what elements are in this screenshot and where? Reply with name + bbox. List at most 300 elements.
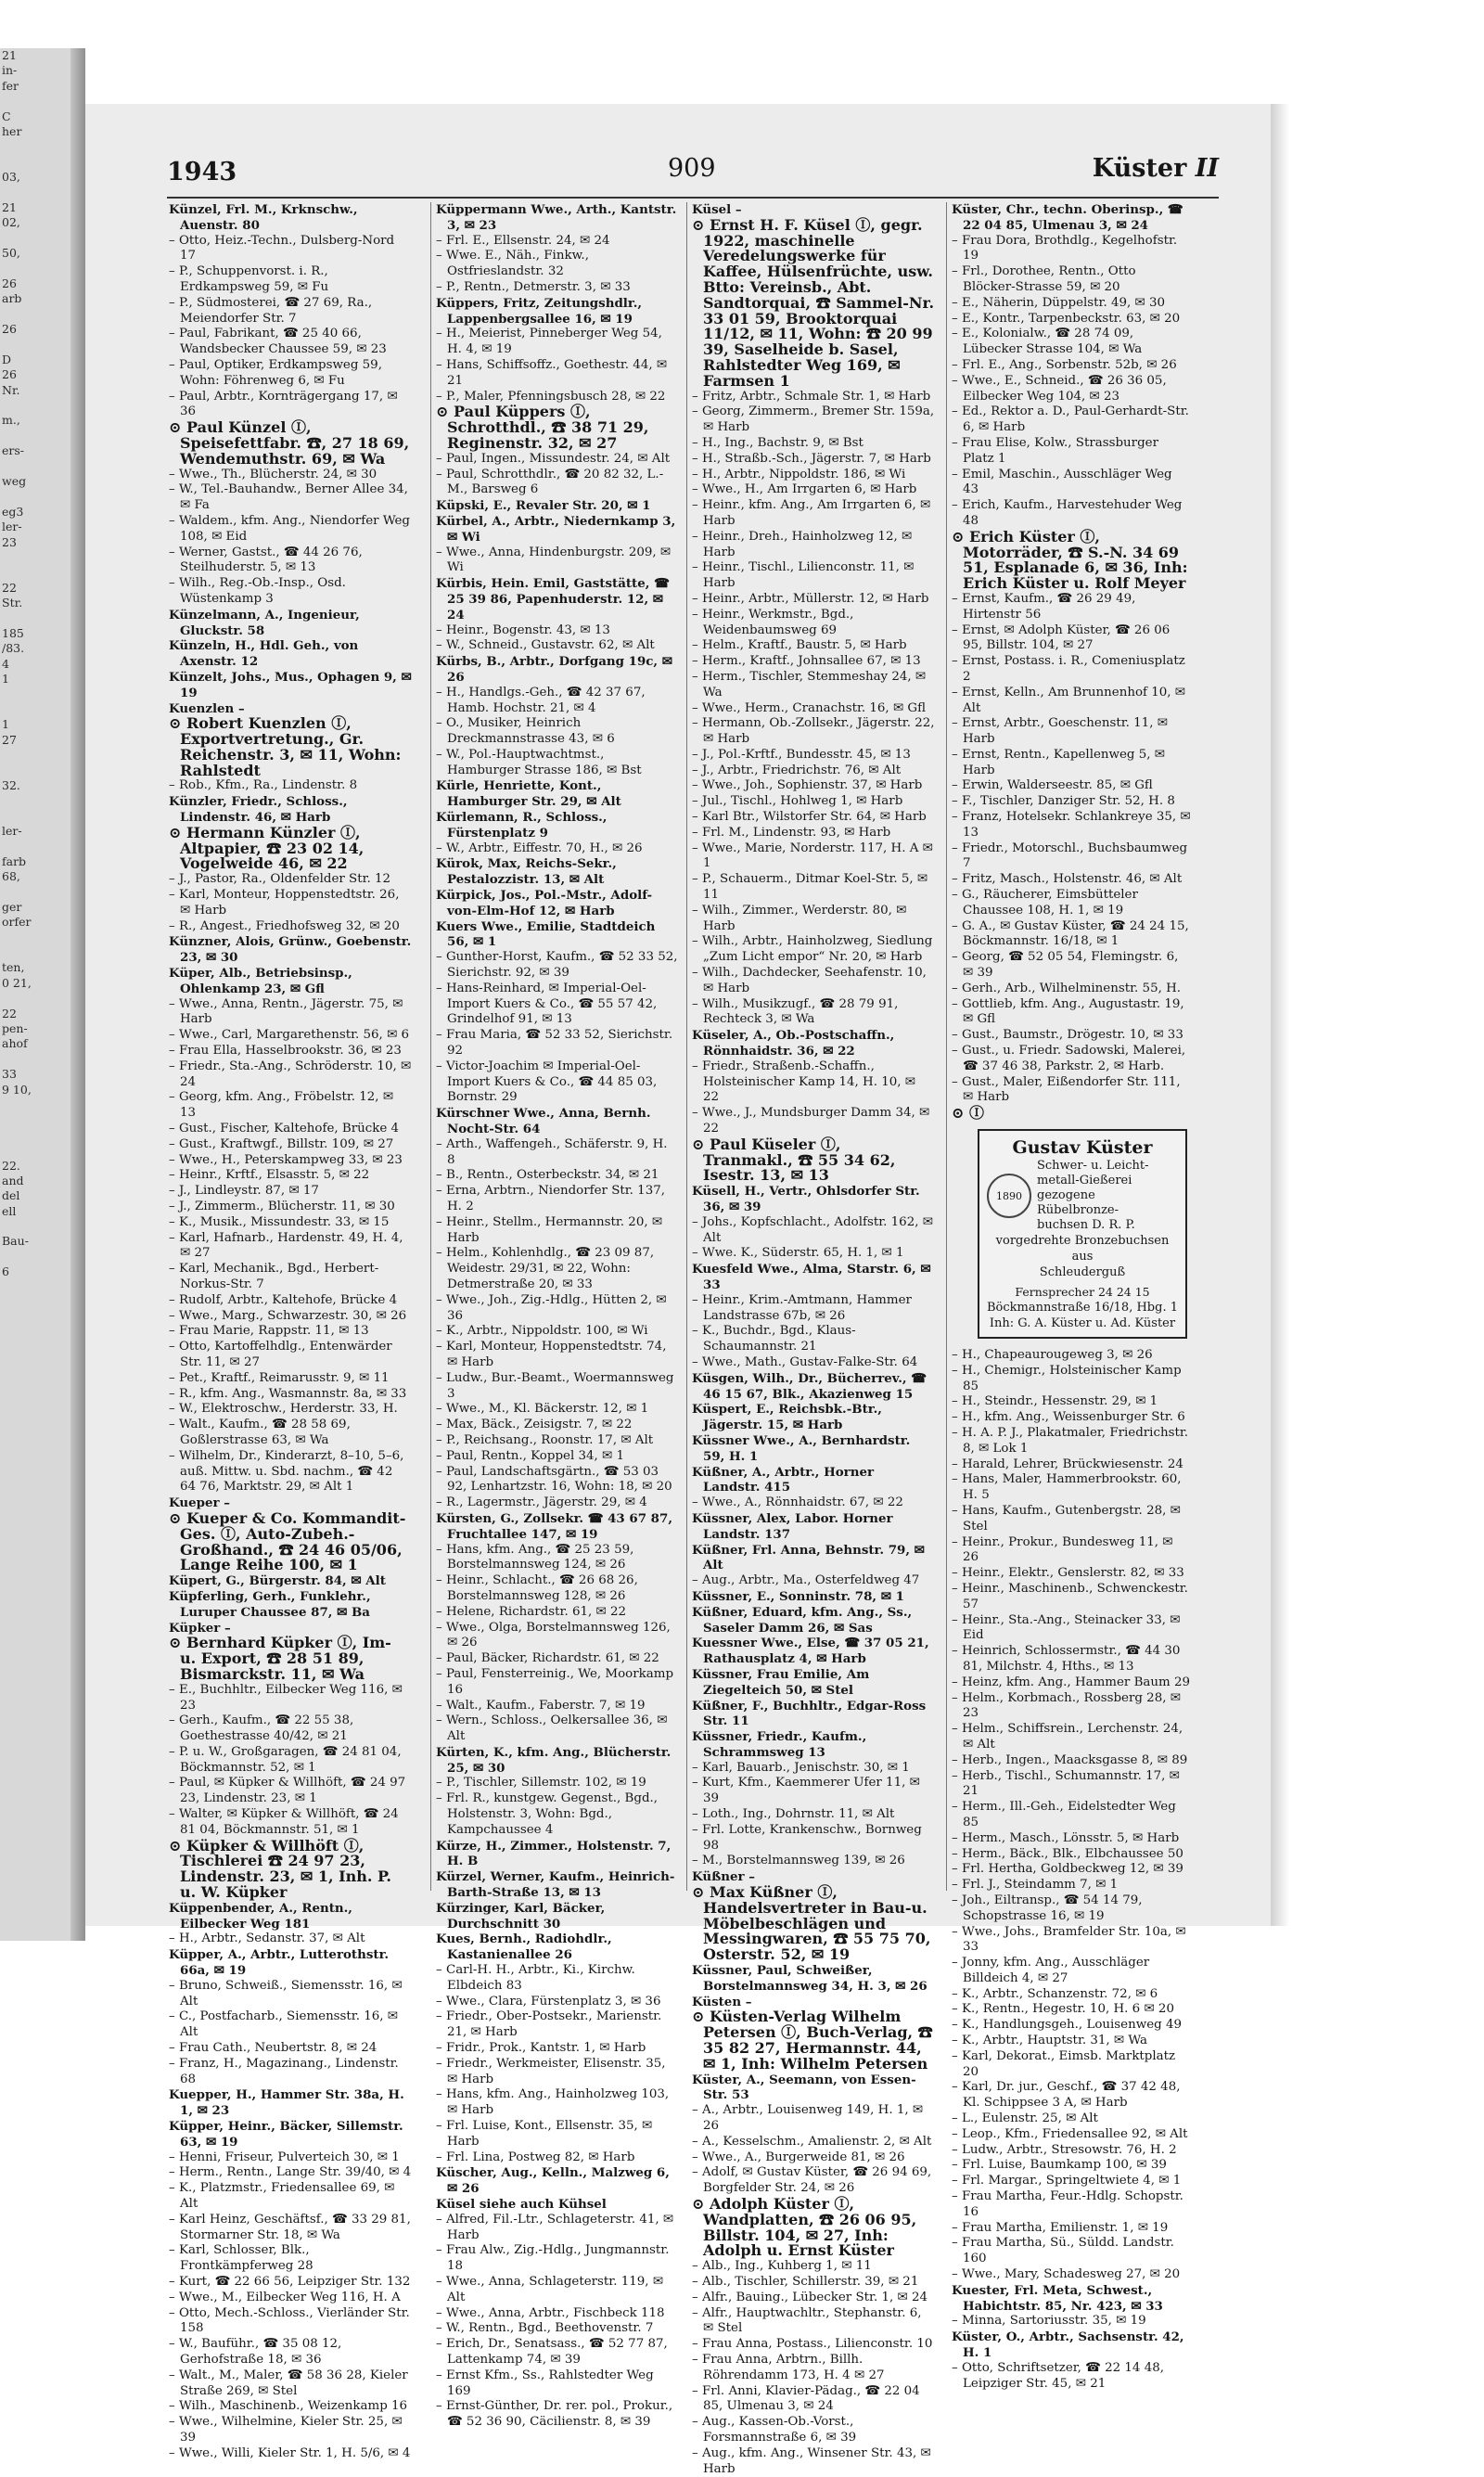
directory-entry: Küsel siehe auch Kühsel <box>436 2197 607 2212</box>
directory-entry: – Gerh., Arb., Wilhelminenstr. 55, H. <box>952 981 1182 995</box>
directory-entry: – Ernst, Kaufm., ☎ 26 29 49, Hirtenstr 56 <box>952 591 1136 622</box>
directory-entry: Kürschner Wwe., Anna, Bernh. Nocht-Str. 64 <box>436 1106 651 1137</box>
directory-column-3 <box>692 202 935 2476</box>
running-head-name: Küster <box>1092 154 1187 183</box>
directory-entry: – Erna, Arbtrn., Niendorfer Str. 137, H. 2 <box>436 1184 666 1213</box>
directory-entry: – Gust., Kraftwgf., Billstr. 109, ✉ 27 <box>169 1136 394 1151</box>
directory-entry: – Wwe., Math., Gustav-Falke-Str. 64 <box>692 1354 918 1369</box>
directory-entry: – Frl. E., Ang., Sorbenstr. 52b, ✉ 26 <box>952 357 1177 372</box>
directory-entry: – Hermann, Ob.-Zollsekr., Jägerstr. 22, ✉ Harb <box>692 716 935 747</box>
directory-entry: – Wwe., Carl, Margarethenstr. 56, ✉ 6 <box>169 1028 410 1043</box>
directory-entry: – Walt., M., Maler, ☎ 58 36 28, Kieler Straße 269, ✉ Stel <box>169 2368 408 2398</box>
directory-entry: Küpferling, Gerh., Funklehr., Luruper Chaussee 87, ✉ Ba <box>169 1588 371 1620</box>
previous-page-fragment: ahof <box>2 1036 28 1051</box>
directory-entry: Kueper – <box>169 1495 230 1511</box>
directory-entry: – R., kfm. Ang., Wasmannstr. 8a, ✉ 33 <box>169 1386 407 1401</box>
directory-entry: – Wilh., Arbtr., Hainholzweg, Siedlung „Zum Licht empor“ Nr. 20, ✉ Harb <box>692 934 933 965</box>
directory-entry: – Helm., Kraftf., Baustr. 5, ✉ Harb <box>692 638 907 653</box>
directory-entry: – Frau Anna, Postass., Lilienconstr. 10 <box>692 2337 933 2352</box>
directory-entry: Küppers, Fritz, Zeitungshdlr., Lappenbergsallee 16, ✉ 19 <box>436 295 643 327</box>
directory-entry: ⊙ Hermann Künzler Ⓘ, Altpapier, ☎ 23 02 14, Vogelweide 46, ✉ 22 <box>169 823 365 873</box>
directory-entry: Künzner, Alois, Grünw., Goebenstr. 23, ✉ 30 <box>169 934 412 966</box>
previous-page-fragment: 9 10, <box>2 1082 32 1097</box>
directory-entry: – Frau Martha, Emilienstr. 1, ✉ 19 <box>952 2220 1169 2235</box>
directory-entry: – Helm., Schiffsrein., Lerchenstr. 24, ✉ Alt <box>952 1722 1183 1752</box>
directory-entry: Küster, A., Seemann, von Essen-Str. 53 <box>692 2072 916 2103</box>
directory-entry: – Gottlieb, kfm. Ang., Augustastr. 19, ✉ Gfl <box>952 996 1184 1027</box>
previous-page-fragment: 21 <box>2 48 17 62</box>
directory-entry: – W., Arbtr., Eiffestr. 70, H., ✉ 26 <box>436 841 643 855</box>
directory-entry: – H., Handlgs.-Geh., ☎ 42 37 67, Hamb. Hochstr. 21, ✉ 4 <box>436 685 646 715</box>
directory-entry: – H., Steindr., Hessenstr. 29, ✉ 1 <box>952 1394 1158 1409</box>
directory-entry: Kürlemann, R., Schloss., Fürstenplatz 9 <box>436 810 608 841</box>
directory-entry: – Karl, Hafnarb., Hardenstr. 49, H. 4, ✉ 27 <box>169 1230 403 1261</box>
directory-entry: – J., Arbtr., Friedrichstr. 76, ✉ Alt <box>692 763 902 777</box>
directory-entry: – Frau Cath., Neubertstr. 8, ✉ 24 <box>169 2041 377 2056</box>
directory-column-2 <box>436 202 679 2430</box>
directory-entry: – Gust., u. Friedr. Sadowski, Malerei, ☎ 37 46 38, Parkstr. 2, ✉ Harb. <box>952 1044 1186 1073</box>
directory-entry: – Helm., Kohlenhdlg., ☎ 23 09 87, Weidestr. 29/31, ✉ 22, Wohn: Detmerstraße 20, ✉ 33 <box>436 1246 655 1291</box>
running-head <box>1093 154 1219 183</box>
directory-entry: – Wwe., Olga, Borstelmannsweg 126, ✉ 26 <box>436 1620 671 1650</box>
directory-entry: ⊙ Ernst H. F. Küsel Ⓘ, gegr. 1922, maschinelle Veredelungswerke für Kaffee, Hülsenfrüchte, usw. Btto: Vereinsb., Abt. Sandtorquai, ☎ Sammel-Nr. 33 01 59, Brooktorquai 11/12, ✉ 11, Wohn: ☎ 20 99 39, Saselheide b. Sasel, Rahlstedter Weg 169, ✉ Farmsen 1 <box>692 215 935 390</box>
directory-entry: ⊙ Erich Küster Ⓘ, Motorräder, ☎ S.-N. 34 69 51, Esplanade 6, ✉ 36, Inh: Erich Küster u. Rolf Meyer <box>952 527 1188 593</box>
previous-page-fragment <box>0 2086 85 2100</box>
directory-entry: – Frau Martha, Sü., Süldd. Landstr. 160 <box>952 2236 1174 2266</box>
ad-title: Gustav Küster <box>1012 1137 1153 1159</box>
previous-page-fragment: 1 <box>2 672 9 687</box>
previous-page-fragment: pen- <box>2 1021 28 1035</box>
directory-entry: Kürzinger, Karl, Bäcker, Durchschnitt 30 <box>436 1900 606 1932</box>
previous-page-fragment <box>0 2071 85 2086</box>
directory-entry: – Paul, Fabrikant, ☎ 25 40 66, Wandsbecker Chaussee 59, ✉ 23 <box>169 327 387 357</box>
directory-entry: Kuepper, H., Hammer Str. 38a, H. 1, ✉ 23 <box>169 2087 404 2119</box>
directory-entry: – K., Buchdr., Bgd., Klaus-Schaumannstr. 21 <box>692 1324 856 1354</box>
directory-entry: – Wwe., E., Schneid., ☎ 26 36 05, Eilbecker Weg 104, ✉ 23 <box>952 373 1167 404</box>
directory-entry: ⊙ Paul Künzel Ⓘ, Speisefettfabr. ☎, 27 18 69, Wendemuthstr. 69, ✉ Wa <box>169 418 410 468</box>
directory-entry: – Frau Maria, ☎ 52 33 52, Sierichstr. 92 <box>436 1028 673 1059</box>
directory-entry: – W., Rentn., Bgd., Beethovenstr. 7 <box>436 2321 654 2336</box>
directory-entry: – Waldem., kfm. Ang., Niendorfer Weg 108, ✉ Eid <box>169 513 410 544</box>
directory-entry: – Wwe. K., Süderstr. 65, H. 1, ✉ 1 <box>692 1246 904 1261</box>
previous-page-fragment: Str. <box>2 596 23 610</box>
directory-entry: – Frl. Luise, Baumkamp 100, ✉ 39 <box>952 2158 1167 2173</box>
directory-entry: Küscher, Aug., Kelln., Malzweg 6, ✉ 26 <box>436 2165 670 2197</box>
directory-entry: – Frau Ella, Hasselbrookstr. 36, ✉ 23 <box>169 1044 402 1059</box>
directory-entry: Küspert, E., Reichsbk.-Btr., Jägerstr. 15, ✉ Harb <box>692 1402 882 1433</box>
directory-entry: – Erwin, Walderseestr. 85, ✉ Gfl <box>952 778 1153 793</box>
directory-entry: – Heinr., Prokur., Bundesweg 11, ✉ 26 <box>952 1534 1173 1565</box>
directory-entry: – Heinrich, Schlossermstr., ☎ 44 30 81, Milchstr. 4, Hths., ✉ 13 <box>952 1644 1181 1674</box>
previous-page-fragment: and <box>2 1173 24 1187</box>
previous-page-fragment: ler- <box>2 520 22 534</box>
directory-entry: – Wwe., Mary, Schadesweg 27, ✉ 20 <box>952 2267 1181 2282</box>
directory-entry: – A., Kesselschm., Amalienstr. 2, ✉ Alt <box>692 2134 932 2149</box>
directory-entry: – Frl. M., Lindenstr. 93, ✉ Harb <box>692 825 891 840</box>
previous-page-fragment: Bau- <box>2 1234 29 1249</box>
directory-entry: – W., Schneid., Gustavstr. 62, ✉ Alt <box>436 638 655 653</box>
directory-entry: – Ernst, Arbtr., Goeschenstr. 11, ✉ Harb <box>952 716 1168 747</box>
directory-entry: – R., Lagermstr., Jägerstr. 29, ✉ 4 <box>436 1495 647 1510</box>
directory-entry: – Heinr., Schlacht., ☎ 26 68 26, Borstelmannsweg 128, ✉ 26 <box>436 1573 638 1603</box>
directory-entry: – Georg, ☎ 52 05 54, Flemingstr. 6, ✉ 39 <box>952 950 1179 981</box>
previous-page-fragment: fer <box>2 78 19 93</box>
directory-entry: – Ludw., Bur.-Beamt., Woermannsweg 3 <box>436 1370 674 1401</box>
directory-entry: – Alfr., Hauptwachltr., Stephanstr. 6, ✉ Stel <box>692 2305 922 2336</box>
directory-entry: Kürle, Henriette, Kont., Hamburger Str. 29, ✉ Alt <box>436 778 621 810</box>
directory-entry: – P., Tischler, Sillemstr. 102, ✉ 19 <box>436 1776 646 1790</box>
directory-entry: – Wwe., Herm., Cranachstr. 16, ✉ Gfl <box>692 700 927 715</box>
directory-entry: – P., Schuppenvorst. i. R., Erdkampsweg 59, ✉ Fu <box>169 264 329 294</box>
directory-entry: – Ludw., Arbtr., Stresowstr. 76, H. 2 <box>952 2142 1177 2157</box>
directory-entry: – Ernst, Kelln., Am Brunnenhof 10, ✉ Alt <box>952 685 1186 715</box>
directory-entry: Küssner Wwe., A., Bernhardstr. 59, H. 1 <box>692 1432 911 1464</box>
ad-text <box>1037 1159 1178 1233</box>
directory-entry: – Herb., Ingen., Maacksgasse 8, ✉ 89 <box>952 1752 1188 1767</box>
directory-entry: – P., Rentn., Detmerstr. 3, ✉ 33 <box>436 279 631 294</box>
directory-entry: – H., Arbtr., Nippoldstr. 186, ✉ Wi <box>692 467 906 481</box>
directory-entry: – Frl. J., Steindamm 7, ✉ 1 <box>952 1878 1119 1893</box>
directory-entry: Künzel, Frl. M., Krknschw., Auenstr. 80 <box>169 202 358 233</box>
directory-entry: – O., Musiker, Heinrich Dreckmannstrasse 43, ✉ 6 <box>436 716 615 747</box>
directory-entry: Künzelmann, A., Ingenieur, Gluckstr. 58 <box>169 607 360 638</box>
directory-entry: – H., Meierist, Pinneberger Weg 54, H. 4, ✉ 19 <box>436 327 662 357</box>
directory-column-4 <box>952 202 1191 2391</box>
directory-entry: – Heinr., Werkmstr., Bgd., Weidenbaumsweg 69 <box>692 607 854 637</box>
ad-owner: Inh: G. A. Küster u. Ad. Küster <box>989 1316 1176 1331</box>
directory-entry: – Wilh., Dachdecker, Seehafenstr. 10, ✉ Harb <box>692 966 927 995</box>
directory-entry: – Harald, Lehrer, Brückwiesenstr. 24 <box>952 1457 1183 1471</box>
previous-page-fragment <box>0 2040 85 2055</box>
directory-entry: – G. A., ✉ Gustav Küster, ☎ 24 24 15, Böckmannstr. 16/18, ✉ 1 <box>952 918 1189 949</box>
directory-entry: Kürzel, Werner, Kaufm., Heinrich-Barth-Straße 13, ✉ 13 <box>436 1869 675 1901</box>
directory-entry: – Aug., Kassen-Ob.-Vorst., Forsmannstraße 6, ✉ 39 <box>692 2415 857 2445</box>
directory-entry: – Max, Bäck., Zeisigstr. 7, ✉ 22 <box>436 1418 633 1432</box>
directory-entry: – Jul., Tischl., Hohlweg 1, ✉ Harb <box>692 794 903 809</box>
directory-entry: Kürten, K., kfm. Ang., Blücherstr. 25, ✉ 30 <box>436 1744 672 1776</box>
directory-entry: ⊙ Bernhard Küpker Ⓘ, Im- u. Export, ☎ 28 51 89, Bismarckstr. 11, ✉ Wa <box>169 1634 391 1683</box>
directory-entry: Kuers Wwe., Emilie, Stadtdeich 56, ✉ 1 <box>436 918 656 950</box>
directory-entry: – B., Rentn., Osterbeckstr. 34, ✉ 21 <box>436 1168 659 1183</box>
previous-page-fragment <box>0 2025 85 2040</box>
directory-entry: – Herm., Tischler, Stemmeshay 24, ✉ Wa <box>692 669 927 699</box>
directory-entry: – E., Kolonialw., ☎ 28 74 09, Lübecker Strasse 104, ✉ Wa <box>952 327 1143 357</box>
directory-entry: – H., Chapeaurougeweg 3, ✉ 26 <box>952 1348 1153 1363</box>
directory-entry: – Otto, Schriftsetzer, ☎ 22 14 48, Leipziger Str. 45, ✉ 21 <box>952 2360 1165 2391</box>
directory-entry: – Wilh., Zimmer., Werderstr. 80, ✉ Harb <box>692 903 907 933</box>
directory-entry: Küßner, Frl. Anna, Behnstr. 79, ✉ Alt <box>692 1542 925 1573</box>
previous-page-fragment: her <box>2 123 22 138</box>
directory-entry: – Paul, Rentn., Koppel 34, ✉ 1 <box>436 1448 625 1463</box>
directory-entry: – Frl. Hertha, Goldbeckweg 12, ✉ 39 <box>952 1862 1183 1877</box>
directory-entry: – Frau Elise, Kolw., Strassburger Platz 1 <box>952 435 1158 466</box>
directory-entry: Kürok, Max, Reichs-Sekr., Pestalozzistr. 13, ✉ Alt <box>436 856 617 888</box>
directory-entry: – Gerh., Kaufm., ☎ 22 55 38, Goethestrasse 40/42, ✉ 21 <box>169 1713 354 1744</box>
directory-entry: – Otto, Mech.-Schloss., Vierländer Str. 158 <box>169 2305 410 2336</box>
directory-entry: – J., Lindleystr. 87, ✉ 17 <box>169 1184 319 1199</box>
directory-entry: Küssner, Friedr., Kaufm., Schrammsweg 13 <box>692 1729 867 1760</box>
previous-page-fragment: C <box>2 109 11 123</box>
directory-entry: – Wwe., M., Eilbecker Weg 116, H. A <box>169 2290 401 2304</box>
header-year: 1943 <box>167 158 237 186</box>
directory-entry: – Paul, Optiker, Erdkampsweg 59, Wohn: Föhrenweg 6, ✉ Fu <box>169 357 382 388</box>
previous-page-fragment: D <box>2 352 12 366</box>
directory-entry: – Joh., Eiltransp., ☎ 54 14 79, Schopstrasse 16, ✉ 19 <box>952 1893 1143 1923</box>
directory-entry: – Heinr., Krim.-Amtmann, Hammer Landstrasse 67b, ✉ 26 <box>692 1292 912 1323</box>
directory-entry: – Ernst Kfm., Ss., Rahlstedter Weg 169 <box>436 2368 654 2398</box>
directory-entry: – Frl. Margar., Springeltwiete 4, ✉ 1 <box>952 2174 1182 2188</box>
directory-entry: – Gust., Maler, Eißendorfer Str. 111, ✉ Harb <box>952 1074 1181 1105</box>
directory-entry: – Wwe., Joh., Sophienstr. 37, ✉ Harb <box>692 778 923 793</box>
directory-entry: – Jonny, kfm. Ang., Ausschläger Billdeich 4, ✉ 27 <box>952 1956 1150 1985</box>
directory-entry: – Wilh., Reg.-Ob.-Insp., Osd. Wüstenkamp 3 <box>169 576 346 606</box>
directory-entry: – Fridr., Prok., Kantstr. 1, ✉ Harb <box>436 2041 646 2056</box>
previous-page-fragment <box>0 2009 85 2024</box>
directory-entry: Kuessner Wwe., Else, ☎ 37 05 21, Rathausplatz 4, ✉ Harb <box>692 1636 929 1667</box>
column-divider <box>946 202 947 1891</box>
previous-page-fragment: m., <box>2 413 20 428</box>
directory-entry: Küppenbender, A., Rentn., Eilbecker Weg 181 <box>169 1900 352 1932</box>
directory-entry: – Georg, kfm. Ang., Fröbelstr. 12, ✉ 13 <box>169 1090 394 1121</box>
directory-entry: – W., Elektroschw., Herderstr. 33, H. <box>169 1402 398 1417</box>
directory-entry: Kuenzlen – <box>169 700 245 716</box>
directory-entry: Küster, O., Arbtr., Sachsenstr. 42, H. 1 <box>952 2329 1184 2361</box>
directory-entry: – Ernst, Postass. i. R., Comeniusplatz 2 <box>952 654 1185 684</box>
directory-entry: – Ernst, Rentn., Kapellenweg 5, ✉ Harb <box>952 747 1165 777</box>
previous-page-fragment: 03, <box>2 170 20 185</box>
directory-entry: – Wwe., Th., Blücherstr. 24, ✉ 30 <box>169 467 377 481</box>
directory-entry: – Karl, Monteur, Hoppenstedtstr. 26, ✉ Harb <box>169 888 400 918</box>
directory-entry: – Heinr., Stellm., Hermannstr. 20, ✉ Harb <box>436 1214 663 1245</box>
directory-entry: – Alb., Ing., Kuhberg 1, ✉ 11 <box>692 2259 872 2274</box>
directory-entry: – Rudolf, Arbtr., Kaltehofe, Brücke 4 <box>169 1292 398 1307</box>
previous-page-fragment: 21 <box>2 199 17 214</box>
directory-entry: – Ernst-Günther, Dr. rer. pol., Prokur., ☎ 52 36 90, Cäcilienstr. 8, ✉ 39 <box>436 2399 673 2430</box>
directory-entry: – Herm., Ill.-Geh., Eidelstedter Weg 85 <box>952 1800 1176 1829</box>
directory-entry: – Helene, Richardstr. 61, ✉ 22 <box>436 1604 627 1619</box>
directory-entry: – Wwe., Anna, Schlageterstr. 119, ✉ Alt <box>436 2274 664 2304</box>
directory-entry: – Otto, Heiz.-Techn., Dulsberg-Nord 17 <box>169 233 395 263</box>
directory-entry: – A., Arbtr., Louisenweg 149, H. 1, ✉ 26 <box>692 2103 924 2134</box>
directory-entry: – Herm., Masch., Lönsstr. 5, ✉ Harb <box>952 1830 1180 1845</box>
directory-entry: – Heinr., Elektr., Genslerstr. 82, ✉ 33 <box>952 1566 1184 1581</box>
directory-entry: – Helm., Korbmach., Rossberg 28, ✉ 23 <box>952 1690 1181 1721</box>
directory-entry: Küpper, A., Arbtr., Lutterothstr. 66a, ✉ 19 <box>169 1947 390 1979</box>
directory-entry: – Wwe., Clara, Fürstenplatz 3, ✉ 36 <box>436 1994 661 2009</box>
directory-entry: – Hans, kfm. Ang., Hainholzweg 103, ✉ Harb <box>436 2087 670 2118</box>
previous-page-fragment: ers- <box>2 443 25 458</box>
directory-entry: – Gust., Baumstr., Drögestr. 10, ✉ 33 <box>952 1028 1183 1043</box>
page-header <box>167 152 1219 193</box>
column-divider <box>430 202 431 1891</box>
directory-entry: – Karl, Mechanik., Bgd., Herbert-Norkus-Str. 7 <box>169 1262 379 1291</box>
directory-entry: – Paul, Fensterreinig., We, Moorkamp 16 <box>436 1666 674 1697</box>
directory-entry: – Frl. E., Ellsenstr. 24, ✉ 24 <box>436 233 610 248</box>
directory-entry: – Herm., Rentn., Lange Str. 39/40, ✉ 4 <box>169 2165 412 2180</box>
directory-entry: – Hans, Schiffsoffz., Goethestr. 44, ✉ 21 <box>436 357 668 388</box>
directory-entry: – Aug., Arbtr., Ma., Osterfeldweg 47 <box>692 1573 920 1588</box>
directory-entry: – Wilh., Musikzugf., ☎ 28 79 91, Rechteck 3, ✉ Wa <box>692 996 899 1027</box>
directory-entry: Küßner, A., Arbtr., Horner Landstr. 415 <box>692 1464 875 1495</box>
previous-page-fragment: 02, <box>2 215 20 230</box>
directory-entry: Kürbel, A., Arbtr., Niedernkamp 3, ✉ Wi <box>436 513 676 545</box>
directory-entry: – Wwe., A., Rönnhaidstr. 67, ✉ 22 <box>692 1495 903 1510</box>
directory-entry: – Wwe., A., Burgerweide 81, ✉ 26 <box>692 2150 905 2164</box>
directory-entry: – Friedr., Werkmeister, Elisenstr. 35, ✉ Harb <box>436 2056 666 2086</box>
directory-entry: – Minna, Sartoriusstr. 35, ✉ 19 <box>952 2314 1146 2329</box>
directory-entry: – Gust., Fischer, Kaltehofe, Brücke 4 <box>169 1122 400 1136</box>
directory-entry: ⊙ Adolph Küster Ⓘ, Wandplatten, ☎ 26 06 95, Billstr. 104, ✉ 27, Inh: Adolph u. Ernst Küster <box>692 2195 917 2260</box>
page-number: 909 <box>668 154 716 183</box>
directory-entry: – H. A. P. J., Plakatmaler, Friedrichstr. 8, ✉ Lok 1 <box>952 1426 1189 1456</box>
directory-entry: – Frl., Dorothee, Rentn., Otto Blöcker-Strasse 59, ✉ 20 <box>952 264 1136 294</box>
directory-entry: ⊙ Küsten-Verlag Wilhelm Petersen Ⓘ, Buch-Verlag, ☎ 35 82 27, Hermannstr. 44, ✉ 1, Inh: Wilhelm Petersen <box>692 2008 933 2073</box>
directory-entry: Küssner, Frau Emilie, Am Ziegelteich 50, ✉ Stel <box>692 1666 870 1698</box>
directory-entry: – Wwe. E., Näh., Finkw., Ostfrieslandstr. 32 <box>436 249 589 279</box>
ad-line: vorgedrehte Bronzebuchsen aus <box>995 1234 1170 1264</box>
directory-entry: – Frau Marie, Rappstr. 11, ✉ 13 <box>169 1324 369 1339</box>
directory-entry: – Wern., Schloss., Oelkersallee 36, ✉ Alt <box>436 1713 668 1744</box>
directory-entry: ⊙ Robert Kuenzlen Ⓘ, Exportvertretung., Gr. Reichenstr. 3, ✉ 11, Wohn: Rahlstedt <box>169 714 402 779</box>
previous-page-fragment <box>0 1980 85 1995</box>
directory-entry: – Friedr., Straßenb.-Schaffn., Holsteinischer Kamp 14, H. 10, ✉ 22 <box>692 1059 915 1105</box>
directory-entry: – K., Arbtr., Nippoldstr. 100, ✉ Wi <box>436 1324 648 1339</box>
directory-entry: Küsell, H., Vertr., Ohlsdorfer Str. 36, ✉ 39 <box>692 1184 920 1214</box>
directory-entry: – Fritz, Masch., Holstenstr. 46, ✉ Alt <box>952 872 1183 887</box>
previous-page-fragment: arb <box>2 291 22 306</box>
directory-entry: – J., Zimmerm., Blücherstr. 11, ✉ 30 <box>169 1200 395 1213</box>
directory-entry: – Friedr., Motorschl., Buchsbaumweg 7 <box>952 841 1188 871</box>
directory-entry: – Wwe., Marie, Norderstr. 117, H. A ✉ 1 <box>692 841 933 871</box>
previous-page-fragment: 32. <box>2 777 20 792</box>
directory-entry: – C., Postfacharb., Siemensstr. 16, ✉ Alt <box>169 2009 399 2040</box>
directory-entry: – Alfr., Bauing., Lübecker Str. 1, ✉ 24 <box>692 2290 928 2304</box>
directory-entry: – Kurt, Kfm., Kaemmerer Ufer 11, ✉ 39 <box>692 1776 920 1806</box>
previous-page-fragment: 68, <box>2 869 20 884</box>
directory-entry: Küßner, Eduard, kfm. Ang., Ss., Saseler Damm 26, ✉ Sas <box>692 1604 913 1636</box>
ad-logo-year: 1890 <box>996 1189 1022 1202</box>
previous-page-fragment: orfer <box>2 915 32 930</box>
previous-page-fragment: 50, <box>2 246 20 261</box>
directory-entry: – Ernst, ✉ Adolph Küster, ☎ 26 06 95, Billstr. 104, ✉ 27 <box>952 622 1171 653</box>
directory-entry: – H., Chemigr., Holsteinischer Kamp 85 <box>952 1363 1182 1393</box>
previous-page-fragment <box>0 2101 85 2116</box>
directory-entry: ⊙ Küpker & Willhöft Ⓘ, Tischlerei ☎ 24 97 23, Lindenstr. 23, ✉ 1, Inh. P. u. W. Küpker <box>169 1836 391 1902</box>
previous-page-fragment: 4 <box>2 656 9 671</box>
directory-entry: – H., Arbtr., Sedanstr. 37, ✉ Alt <box>169 1932 365 1946</box>
directory-entry: – Victor-Joachim ✉ Imperial-Oel-Import Kuers & Co., ☎ 44 85 03, Bornstr. 29 <box>436 1059 658 1105</box>
directory-entry: – Aug., kfm. Ang., Winsener Str. 43, ✉ Harb <box>692 2445 931 2476</box>
ad-line: Schleuderguß <box>1039 1265 1126 1280</box>
previous-page-fragment: 185 <box>2 625 24 640</box>
previous-page-fragment: 22 <box>2 580 17 595</box>
directory-entry: – Paul, ✉ Küpker & Willhöft, ☎ 24 97 23, Lindenstr. 23, ✉ 1 <box>169 1776 406 1806</box>
directory-entry: – P., Schauerm., Ditmar Koel-Str. 5, ✉ 11 <box>692 872 928 903</box>
directory-entry: Kürsten, G., Zollsekr. ☎ 43 67 87, Fruchtallee 147, ✉ 19 <box>436 1510 672 1542</box>
directory-entry: – Heinr., Krftf., Elsasstr. 5, ✉ 22 <box>169 1168 370 1183</box>
previous-page-fragment: eg3 <box>2 504 24 519</box>
directory-entry: – K., Arbtr., Schanzenstr. 72, ✉ 6 <box>952 1986 1158 2001</box>
directory-entry: – K., Handlungsgeh., Louisenweg 49 <box>952 2018 1182 2033</box>
directory-entry: – Wwe., Johs., Bramfelder Str. 10a, ✉ 33 <box>952 1924 1186 1955</box>
directory-entry: – Hans, Kaufm., Gutenbergstr. 28, ✉ Stel <box>952 1503 1181 1534</box>
previous-page-fragment: 33 <box>2 1067 17 1082</box>
directory-entry: ⊙ Paul Küseler Ⓘ, Tranmakl., ☎ 55 34 62, Isestr. 13, ✉ 13 <box>692 1135 896 1185</box>
directory-entry: – Wwe., Marg., Schwarzestr. 30, ✉ 26 <box>169 1308 407 1323</box>
previous-page-fragment: 22. <box>2 1158 20 1173</box>
directory-entry: – Wilh., Maschinenb., Weizenkamp 16 <box>169 2399 408 2414</box>
previous-page-fragment: weg <box>2 473 27 488</box>
directory-entry: – Leop., Kfm., Friedensallee 92, ✉ Alt <box>952 2126 1188 2141</box>
directory-entry: – P., Südmosterei, ☎ 27 69, Ra., Meiendorfer Str. 7 <box>169 295 373 326</box>
directory-entry: – Fritz, Arbtr., Schmale Str. 1, ✉ Harb <box>692 389 931 404</box>
directory-entry: – Hans-Reinhard, ✉ Imperial-Oel-Import Kuers & Co., ☎ 55 57 42, Grindelhof 91, ✉ 13 <box>436 981 658 1027</box>
directory-entry: – Wilhelm, Dr., Kinderarzt, 8–10, 5–6, auß. Mittw. u. Sbd. nachm., ☎ 42 64 76, Marktstr. 29, ✉ Alt 1 <box>169 1448 404 1495</box>
directory-entry: – P. u. W., Großgaragen, ☎ 24 81 04, Böckmannstr. 52, ✉ 1 <box>169 1744 402 1775</box>
directory-entry: Künzeln, H., Hdl. Geh., von Axenstr. 12 <box>169 638 359 670</box>
directory-entry: – E., Buchhltr., Eilbecker Weg 116, ✉ 23 <box>169 1682 403 1713</box>
directory-entry: Kuester, Frl. Meta, Schwest., Habichtstr. 85, Nr. 423, ✉ 33 <box>952 2282 1163 2314</box>
previous-page-fragment <box>0 1995 85 2009</box>
directory-entry: – Paul, Ingen., Missundestr. 24, ✉ Alt <box>436 451 671 466</box>
directory-entry: – Karl, Dr. jur., Geschf., ☎ 37 42 48, Kl. Schippsee 3 A, ✉ Harb <box>952 2080 1181 2111</box>
directory-entry: ⊙ Ⓘ <box>952 1104 984 1123</box>
directory-entry: – Wwe., Anna, Rentn., Jägerstr. 75, ✉ Harb <box>169 996 403 1027</box>
page-fold-shadow <box>70 48 85 1941</box>
directory-entry: – Paul, Bäcker, Richardstr. 61, ✉ 22 <box>436 1651 659 1666</box>
previous-page-fragment: 27 <box>2 732 17 747</box>
directory-entry: – Frl. R., kunstgew. Gegenst., Bgd., Holstenstr. 3, Wohn: Bgd., Kampchaussee 4 <box>436 1791 659 1837</box>
directory-entry: ⊙ Kueper & Co. Kommandit-Ges. Ⓘ, Auto-Zubeh.-Großhand., ☎ 24 46 05/06, Lange Reihe 100, ✉ 1 <box>169 1508 406 1574</box>
previous-page-fragment: 0 21, <box>2 975 32 990</box>
directory-entry: Küssner, Alex, Labor. Horner Landstr. 137 <box>692 1510 893 1542</box>
directory-entry: – H., kfm. Ang., Weissenburger Str. 6 <box>952 1410 1185 1425</box>
directory-entry: – P., Reichsang., Roonstr. 17, ✉ Alt <box>436 1432 654 1447</box>
directory-entry: Küpper, Heinr., Bäcker, Sillemstr. 63, ✉ 19 <box>169 2119 403 2150</box>
directory-entry: – Pet., Kraftf., Reimarusstr. 9, ✉ 11 <box>169 1370 390 1385</box>
directory-entry: – Wwe., Joh., Zig.-Hdlg., Hütten 2, ✉ 36 <box>436 1292 667 1323</box>
directory-entry: – W., Tel.-Bauhandw., Berner Allee 34, ✉ Fa <box>169 482 408 513</box>
directory-entry: – Frau Dora, Brothdlg., Kegelhofstr. 19 <box>952 233 1178 263</box>
previous-page-fragment: /83. <box>2 641 25 656</box>
directory-page <box>85 104 1271 2476</box>
column-divider <box>686 202 687 1891</box>
directory-entry: – Walter, ✉ Küpker & Willhöft, ☎ 24 81 04, Böckmannstr. 51, ✉ 1 <box>169 1807 399 1837</box>
directory-entry: – Wwe., J., Mundsburger Damm 34, ✉ 22 <box>692 1106 930 1136</box>
directory-entry: – Paul, Arbtr., Kornträgergang 17, ✉ 36 <box>169 389 398 419</box>
previous-page-fragment: Nr. <box>2 382 20 397</box>
directory-entry: – K., Arbtr., Hauptstr. 31, ✉ Wa <box>952 2034 1147 2048</box>
previous-page-fragment: ler- <box>2 823 22 838</box>
previous-page-fragment <box>0 2147 85 2162</box>
directory-entry: Küpski, E., Revaler Str. 20, ✉ 1 <box>436 498 651 514</box>
directory-entry: – Walt., Kaufm., ☎ 28 58 69, Goßlerstrasse 63, ✉ Wa <box>169 1418 351 1447</box>
directory-entry: – Karl Heinz, Geschäftsf., ☎ 33 29 81, Stormarner Str. 18, ✉ Wa <box>169 2212 411 2242</box>
directory-entry: – Heinr., Arbtr., Müllerstr. 12, ✉ Harb <box>692 591 929 606</box>
directory-entry: – Wwe., Wilhelmine, Kieler Str. 25, ✉ 39 <box>169 2415 403 2445</box>
directory-entry: – Wwe., H., Am Irrgarten 6, ✉ Harb <box>692 482 917 497</box>
previous-page-fragment: 6 <box>2 1264 9 1279</box>
directory-entry: – K., Rentn., Hegestr. 10, H. 6 ✉ 20 <box>952 2002 1174 2017</box>
directory-entry: – Friedr., Ober-Postsekr., Marienstr. 21, ✉ Harb <box>436 2009 662 2040</box>
directory-entry: Küssner, E., Sonninstr. 78, ✉ 1 <box>692 1588 904 1604</box>
directory-entry: – K., Platzmstr., Friedensallee 69, ✉ Alt <box>169 2181 395 2211</box>
directory-entry: Kürbis, Hein. Emil, Gaststätte, ☎ 25 39 86, Papenhuderstr. 12, ✉ 24 <box>436 576 670 622</box>
directory-entry: Küppermann Wwe., Arth., Kantstr. 3, ✉ 23 <box>436 202 677 233</box>
directory-entry: – K., Musik., Missundestr. 33, ✉ 15 <box>169 1214 390 1229</box>
directory-entry: – J., Pol.-Krftf., Bundesstr. 45, ✉ 13 <box>692 747 911 762</box>
directory-entry: Küssner, Paul, Schweißer, Borstelmannsweg 34, H. 3, ✉ 26 <box>692 1963 928 1994</box>
